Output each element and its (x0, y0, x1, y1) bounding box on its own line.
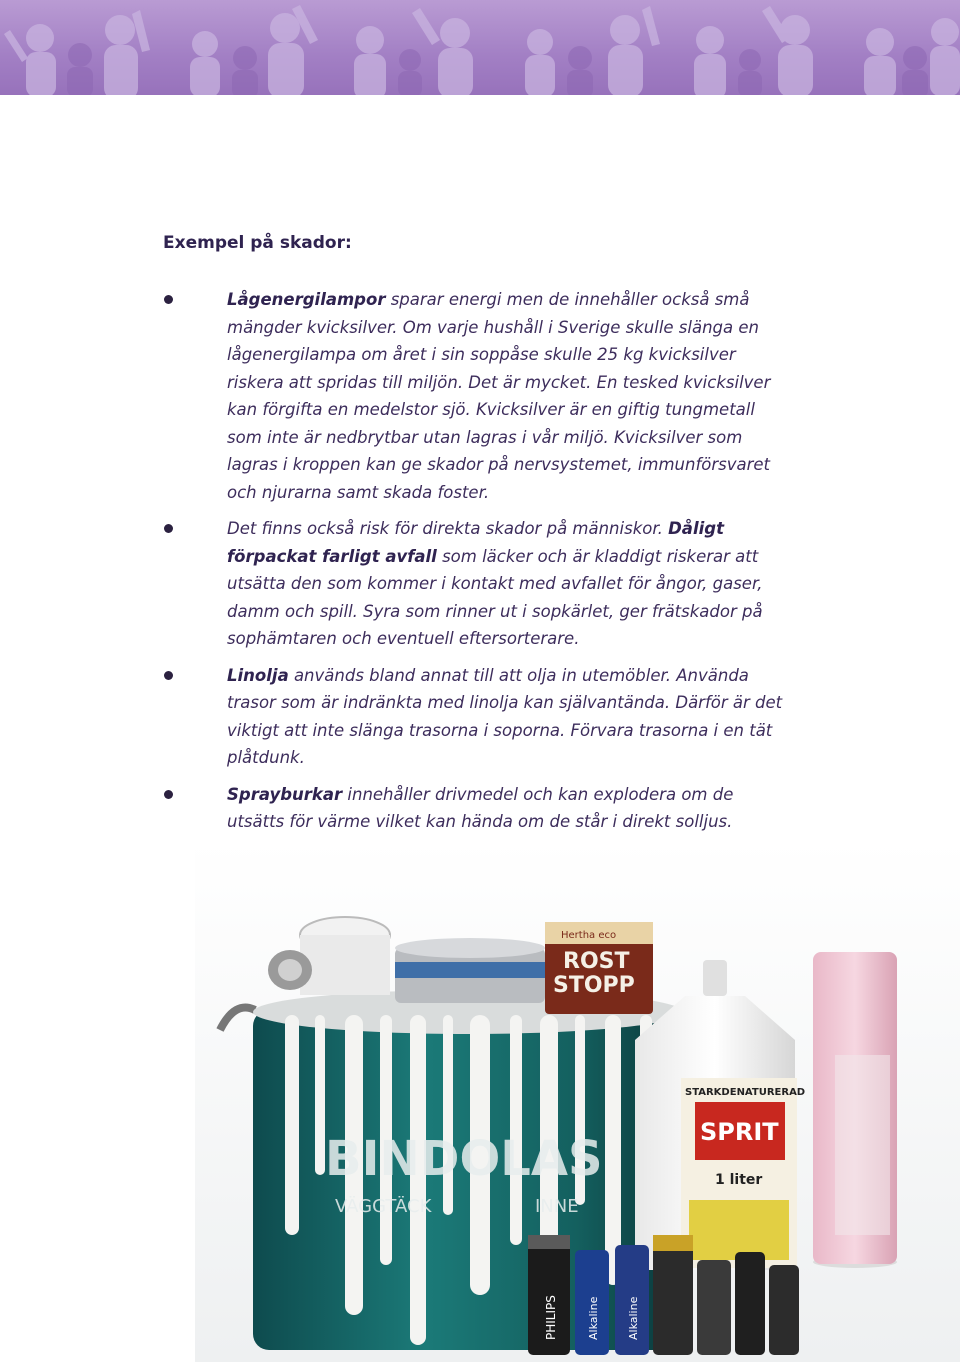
bullet-icon (164, 295, 173, 304)
can-sub-label: VÄGGTÄCK (335, 1196, 432, 1217)
hazardous-waste-photo (195, 840, 960, 1362)
bottle-main-label: SPRIT (700, 1118, 779, 1146)
section-heading: Exempel på skador: (163, 233, 352, 253)
list-item (0, 286, 792, 506)
crowd-silhouette-graphic (0, 0, 960, 95)
body-text: sparar energi men de innehåller också små mängder kvicksilver. Om varje hushåll i Sverige skulle slänga en lågenergilampa om året i sin soppåse skulle 25 kg kvicksilver riskera att spridas till miljön. Det är mycket. En tesked kvicksilver kan förgifta en medelstor sjö. Kvicksilver är en giftig tungmetall som inte är nedbrytbar utan lagras i vår miljö. Kvicksilver som lagras i kroppen kan ge skador på nervsystemet, immunförsvaret och njurarna samt skada foster. (227, 290, 771, 502)
battery-label-philips: PHILIPS (544, 1295, 558, 1340)
paint-can (220, 990, 683, 1350)
batteries (528, 1235, 799, 1355)
body-text: innehåller drivmedel och kan explodera om de utsätts för värme vilket kan hända om de står i direkt solljus. (227, 784, 734, 831)
can-brand-label: BINDOLAS (325, 1131, 603, 1187)
bottle-top-label: STARKDENATURERAD (685, 1087, 806, 1098)
small-tin (395, 938, 545, 1003)
emphasized-term: Lågenergilampor (227, 290, 386, 309)
hazardous-waste-illustration (195, 840, 960, 1362)
spray-can (813, 952, 897, 1268)
battery-label-alkaline-1: Alkaline (587, 1296, 600, 1340)
bottle-volume-label: 1 liter (715, 1172, 763, 1188)
body-text: Det finns också risk för direkta skador på människor. (227, 519, 669, 538)
header-banner (0, 0, 960, 95)
damage-examples-list (0, 286, 960, 845)
emphasized-term: Dåligt förpackat farligt avfall (227, 519, 724, 566)
bullet-icon (164, 524, 173, 533)
bullet-icon (164, 671, 173, 680)
body-text: som läcker och är kladdigt riskerar att utsätta den som kommer i kontakt med avfallet för ångor, gaser, damm och spill. Syra som rinner ut i sopkärlet, ger frätskador på sophämtaren och eventuell eftersorterare. (227, 546, 763, 648)
battery-label-alkaline-2: Alkaline (627, 1296, 640, 1340)
rust-label-line1: ROST (563, 949, 630, 974)
rust-label-line2: STOPP (553, 973, 635, 998)
bullet-icon (164, 790, 173, 799)
emphasized-term: Sprayburkar (227, 784, 343, 804)
rust-stop-tin (545, 922, 653, 1014)
emphasized-term: Linolja (227, 665, 289, 685)
can-sub-label-2: INNE (535, 1196, 579, 1217)
body-text: används bland annat till att olja in utemöbler. Använda trasor som är indränkta med linolja kan självantända. Därför är det viktigt att inte slänga trasorna i soporna. Förvara trasorna i en tät plåtdunk. (227, 665, 783, 767)
rust-brand-text: Hertha eco (561, 930, 617, 941)
list-item (0, 515, 792, 653)
list-item (0, 662, 792, 772)
list-item (0, 781, 792, 836)
